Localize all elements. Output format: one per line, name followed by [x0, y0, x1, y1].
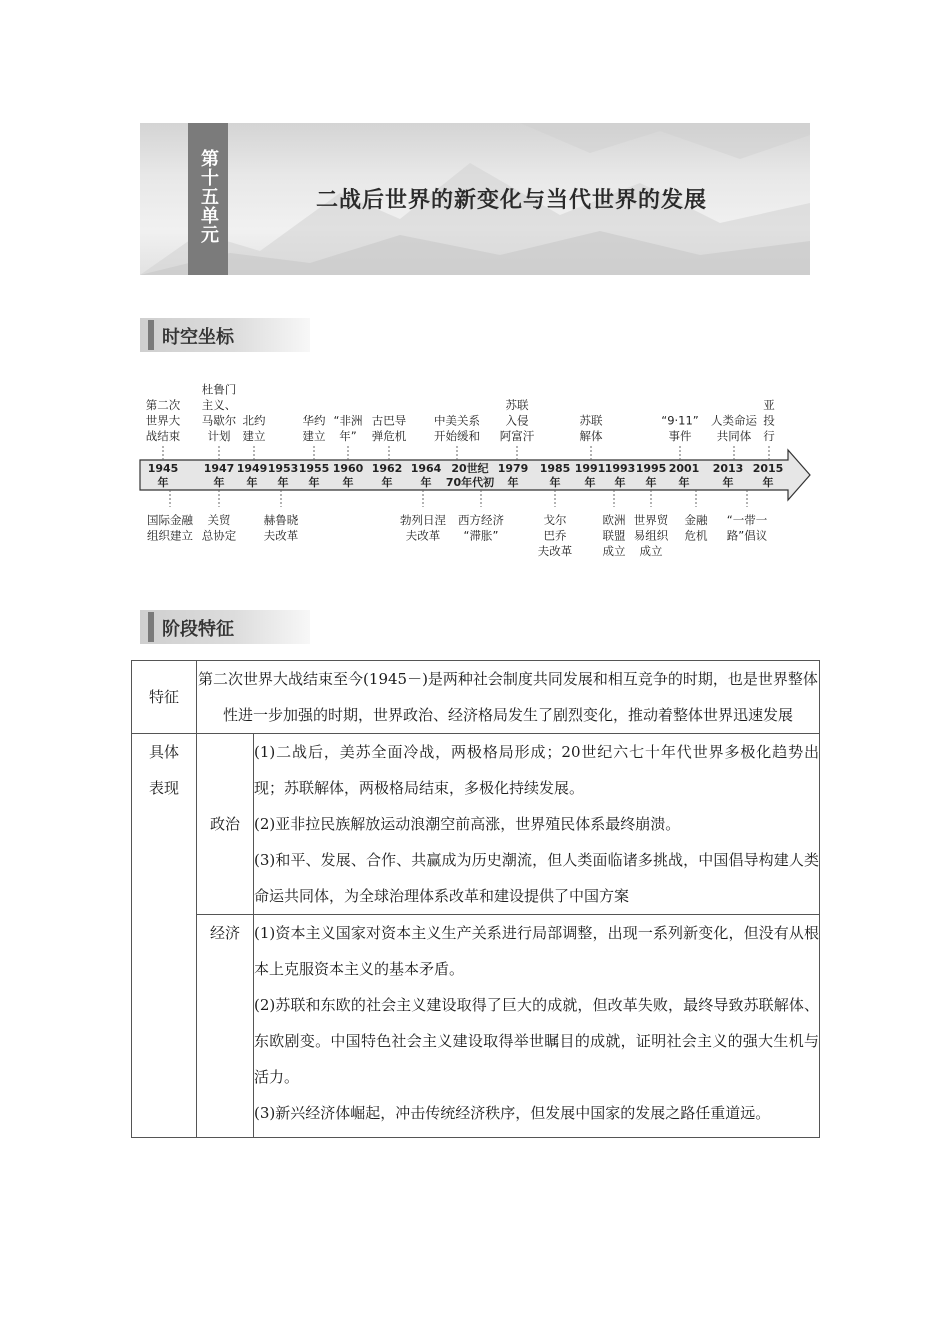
politics-body-cell — [254, 734, 820, 915]
timeline-year-label: 1995 年 — [635, 462, 667, 489]
list-item: (1)二战后，美苏全面冷战，两极格局形成；20世纪六七十年代世界多极化趋势出现；苏联解体，两极格局结束，多极化持续发展。 — [254, 743, 819, 797]
timeline-year-label: 1964 年 — [410, 462, 442, 489]
unit-title: 二战后世界的新变化与当代世界的发展 — [316, 187, 708, 213]
timeline-event-below: 戈尔巴乔夫改革 — [537, 513, 573, 558]
timeline-event-above: 杜鲁门主义、马歇尔计划 — [201, 382, 237, 443]
timeline-event-above: 苏联入侵阿富汗 — [499, 398, 535, 443]
table-row-politics — [132, 734, 820, 915]
list-item: (3)和平、发展、合作、共赢成为历史潮流，但人类面临诸多挑战，中国倡导构建人类命运共同体，为全球治理体系改革和建设提供了中国方案 — [254, 851, 819, 905]
timeline-event-above: “9·11”事件 — [661, 413, 699, 443]
feature-text-cell — [197, 661, 820, 734]
feature-label: 特征 — [148, 688, 179, 706]
section-header-features — [140, 610, 310, 644]
timeline-event-above: “非洲年” — [333, 413, 363, 443]
timeline-year-label: 1955 年 — [298, 462, 330, 489]
timeline-event-below: 世界贸易组织成立 — [633, 513, 669, 558]
feature-label-cell — [132, 661, 197, 734]
timeline-event-below: “一带一路”倡议 — [726, 513, 768, 543]
timeline-year-label: 2001 年 — [668, 462, 700, 489]
timeline-year-label: 1947 年 — [203, 462, 235, 489]
timeline-event-above: 第二次世界大战结束 — [145, 398, 181, 443]
detail-label: 具体表现 — [148, 743, 179, 797]
timeline-event-below: 关贸总协定 — [201, 513, 237, 543]
timeline-event-above: 华约建立 — [302, 413, 326, 443]
timeline-year-label: 1991 年 — [574, 462, 606, 489]
table-row-economy — [132, 915, 820, 1138]
timeline-event-above: 古巴导弹危机 — [371, 413, 407, 443]
timeline-year-label: 2013 年 — [712, 462, 744, 489]
section-bar — [148, 612, 154, 642]
timeline-year-label: 1979 年 — [497, 462, 529, 489]
feature-text: 第二次世界大战结束至今(1945－)是两种社会制度共同发展和相互竞争的时期，也是世界整体性进一步加强的时期，世界政治、经济格局发生了剧烈变化，推动着整体世界迅速发展 — [198, 670, 818, 724]
timeline-arrow — [140, 450, 810, 500]
list-item: (1)资本主义国家对资本主义生产关系进行局部调整，出现一系列新变化，但没有从根本上克服资本主义的基本矛盾。 — [254, 924, 819, 978]
timeline-year-label: 1945 年 — [147, 462, 179, 489]
timeline-event-below: 国际金融组织建立 — [147, 513, 193, 543]
timeline-event-below: 西方经济“滞胀” — [458, 513, 504, 543]
list-item: (2)亚非拉民族解放运动浪潮空前高涨，世界殖民体系最终崩溃。 — [254, 815, 681, 833]
section-title-timeline: 时空坐标 — [162, 327, 234, 348]
timeline-year-label: 1949 年 — [236, 462, 268, 489]
unit-label: 第十五单元 — [198, 149, 219, 244]
timeline-event-above: 亚投行 — [763, 398, 775, 443]
timeline-event-above: 北约建立 — [242, 413, 266, 443]
timeline-year-label: 1960 年 — [332, 462, 364, 489]
list-item: (3)新兴经济体崛起，冲击传统经济秩序，但发展中国家的发展之路任重道远。 — [254, 1104, 771, 1122]
politics-label: 政治 — [209, 815, 240, 833]
table-row-feature — [132, 661, 820, 734]
timeline-year-label: 1993 年 — [604, 462, 636, 489]
timeline-event-below: 欧洲联盟成立 — [602, 513, 626, 558]
features-table — [131, 660, 820, 1138]
timeline-year-label: 2015 年 — [752, 462, 784, 489]
timeline-chart — [0, 0, 950, 600]
politics-label-cell — [197, 734, 254, 915]
timeline-year-label: 1953 年 — [267, 462, 299, 489]
timeline-year-label: 20世纪 70年代初 — [445, 462, 495, 489]
timeline-event-above: 苏联解体 — [579, 413, 603, 443]
timeline-event-above: 中美关系开始缓和 — [434, 413, 480, 443]
section-title-features: 阶段特征 — [162, 619, 234, 640]
timeline-event-below: 勃列日涅夫改革 — [400, 513, 446, 543]
economy-label: 经济 — [209, 924, 240, 942]
timeline-year-label: 1962 年 — [371, 462, 403, 489]
economy-label-cell — [197, 915, 254, 1138]
timeline-year-label: 1985 年 — [539, 462, 571, 489]
timeline-event-above: 人类命运共同体 — [711, 413, 757, 443]
timeline-event-below: 赫鲁晓夫改革 — [263, 513, 299, 543]
list-item: (2)苏联和东欧的社会主义建设取得了巨大的成就，但改革失败，最终导致苏联解体、东欧剧变。中国特色社会主义建设取得举世瞩目的成就，证明社会主义的强大生机与活力。 — [254, 996, 819, 1086]
detail-label-cell — [132, 734, 197, 1138]
economy-body-cell — [254, 915, 820, 1138]
timeline-event-below: 金融危机 — [684, 513, 708, 543]
